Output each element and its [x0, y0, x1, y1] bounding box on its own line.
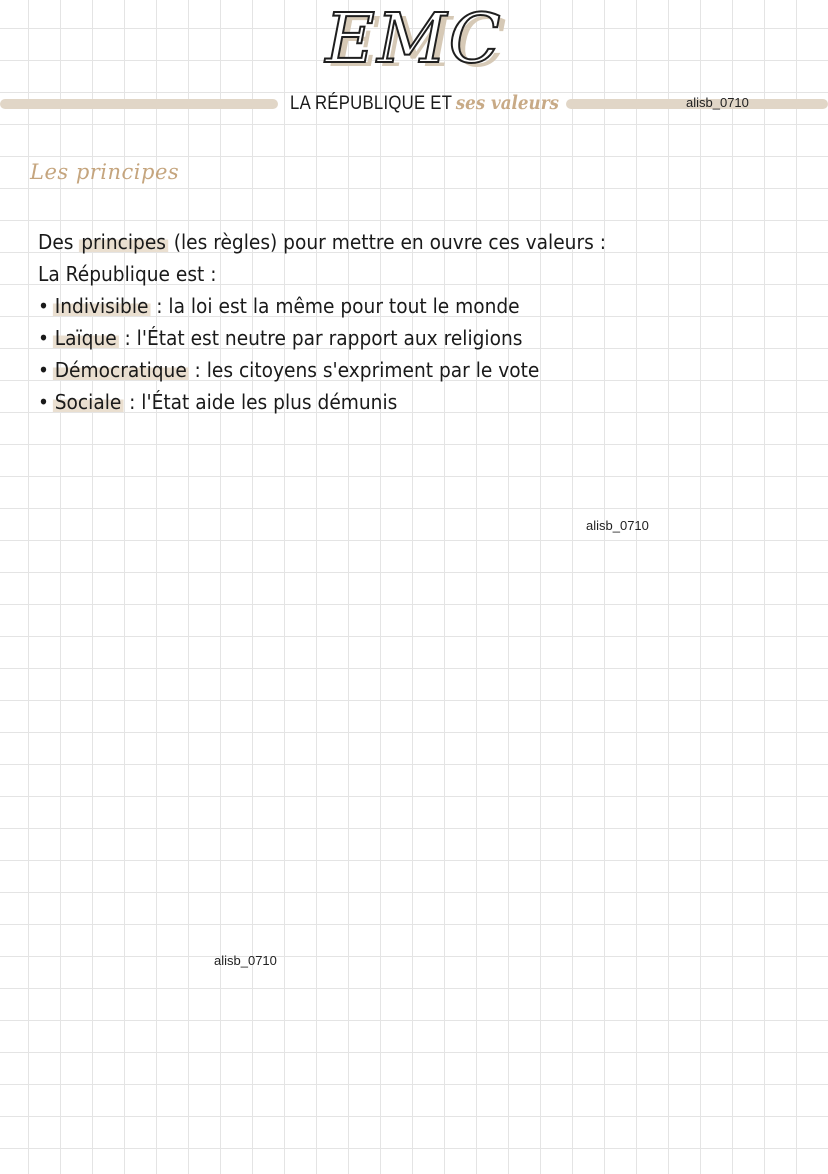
list-item-text: : l'État est neutre par rapport aux religions [118, 326, 523, 350]
bullet-icon: • [38, 358, 49, 382]
page-subtitle [290, 88, 559, 119]
watermark-lower: alisb_0710 [214, 953, 277, 968]
intro-line [38, 226, 689, 258]
bullet-icon: • [38, 294, 49, 318]
list-item-term: Indivisible [54, 294, 149, 318]
list-item [38, 322, 689, 354]
body-text [38, 226, 689, 418]
list-item [38, 290, 689, 322]
intro-highlight: principes [81, 230, 166, 254]
list-item-text: : l'État aide les plus démunis [123, 390, 398, 414]
watermark-header: alisb_0710 [686, 95, 749, 110]
list-item-term: Sociale [54, 390, 122, 414]
intro-start: Des [38, 230, 80, 254]
watermark-middle: alisb_0710 [586, 518, 649, 533]
page-title: EMC [325, 0, 503, 79]
subtitle-accent: ses valeurs [455, 92, 559, 114]
intro-end: (les règles) pour mettre en ouvre ces valeurs : [167, 230, 606, 254]
section-heading: Les principes [30, 160, 180, 184]
list-item-term: Laïque [54, 326, 117, 350]
republic-line: La République est : [38, 262, 217, 286]
list-item-text: : la loi est la même pour tout le monde [150, 294, 520, 318]
subtitle-main: LA RÉPUBLIQUE ET [290, 93, 453, 114]
list-item [38, 386, 689, 418]
header-band-left [0, 99, 278, 109]
list-item-term: Démocratique [54, 358, 187, 382]
list-item [38, 354, 689, 386]
bullet-icon: • [38, 326, 49, 350]
bullet-icon: • [38, 390, 49, 414]
list-item-text: : les citoyens s'expriment par le vote [188, 358, 540, 382]
